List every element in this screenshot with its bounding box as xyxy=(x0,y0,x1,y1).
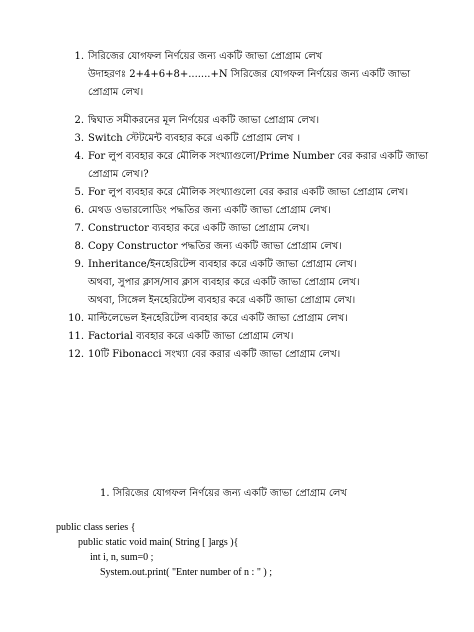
exercise-number: 5. xyxy=(74,187,84,198)
exercise-item-11 xyxy=(60,328,465,346)
exercise-text: For লুপ ব্যবহার করে মৌলিক সংখ্যাগুলো/Prime Number বের করার একটি জাভা xyxy=(88,151,429,162)
exercise-number: 9. xyxy=(74,259,84,270)
exercise-item-8 xyxy=(60,238,465,256)
exercise-text: Factorial ব্যবহার করে একটি জাভা প্রোগ্রাম লেখ। xyxy=(88,331,294,342)
exercise-text: সিরিজের যোগফল নির্ণয়ের জন্য একটি জাভা প্রোগ্রাম লেখ xyxy=(88,51,323,62)
code-block xyxy=(56,520,272,580)
exercise-item-7 xyxy=(60,220,465,238)
exercise-item-3 xyxy=(60,130,465,148)
exercise-text: মাল্টিলেভেল ইনহেরিটেন্স ব্যবহার করে একটি জাভা প্রোগ্রাম লেখ। xyxy=(88,313,348,324)
exercise-text: 10টি Fibonacci সংখ্যা বের করার একটি জাভা প্রোগ্রাম লেখ। xyxy=(88,349,341,360)
exercise-text: Copy Constructor পদ্ধতির জন্য একটি জাভা প্রোগ্রাম লেখ। xyxy=(88,241,342,252)
exercise-text: Switch স্টেটমেন্ট ব্যবহার করে একটি প্রোগ্রাম লেখ । xyxy=(88,133,301,144)
exercise-text: উদাহরণঃ 2+4+6+8+.......+N সিরিজের যোগফল নির্ণয়ের জন্য একটি জাভা xyxy=(88,69,411,80)
section-heading: 1. সিরিজের যোগফল নির্ণয়ের জন্য একটি জাভা প্রোগ্রাম লেখ xyxy=(100,488,347,499)
exercise-number: 1. xyxy=(74,51,84,62)
exercise-number: 11. xyxy=(68,331,84,342)
exercise-text: For লুপ ব্যবহার করে মৌলিক সংখ্যাগুলো বের করার একটি জাভা প্রোগ্রাম লেখ। xyxy=(88,187,409,198)
exercise-number: 2. xyxy=(74,115,84,126)
exercise-item-9 xyxy=(60,256,465,310)
exercise-list xyxy=(60,48,465,364)
exercise-item-2 xyxy=(60,112,465,130)
exercise-item-6 xyxy=(60,202,465,220)
exercise-text: মেথড ওভারলোডিং পদ্ধতির জন্য একটি জাভা প্রোগ্রাম লেখ। xyxy=(88,205,331,216)
exercise-item-5 xyxy=(60,184,465,202)
code-line: public static void main( String [ ]args ){ xyxy=(78,537,239,548)
exercise-number: 4. xyxy=(74,151,84,162)
exercise-item-12 xyxy=(60,346,465,364)
exercise-number: 6. xyxy=(74,205,84,216)
exercise-number: 8. xyxy=(74,241,84,252)
exercise-item-4 xyxy=(60,148,465,184)
exercise-text: Constructor ব্যবহার করে একটি জাভা প্রোগ্রাম লেখ। xyxy=(88,223,310,234)
exercise-number: 7. xyxy=(74,223,84,234)
exercise-text: প্রোগ্রাম লেখ।? xyxy=(88,169,149,180)
exercise-number: 3. xyxy=(74,133,84,144)
code-line: System.out.print( "Enter number of n : " ) ; xyxy=(100,567,273,578)
code-line: int i, n, sum=0 ; xyxy=(90,552,154,563)
exercise-number: 12. xyxy=(68,349,84,360)
exercise-number: 10. xyxy=(68,313,84,324)
exercise-text: দ্বিঘাত সমীকরনের মূল নির্ণয়ের একটি জাভা প্রোগ্রাম লেখ। xyxy=(88,115,320,126)
code-line: public class series { xyxy=(56,522,136,533)
exercise-text: অথবা, সিঙ্গেল ইনহেরিটেন্স ব্যবহার করে একটি জাভা প্রোগ্রাম লেখ। xyxy=(88,295,356,306)
exercise-text: Inheritance/ইনহেরিটেন্স ব্যবহার করে একটি জাভা প্রোগ্রাম লেখ। xyxy=(88,259,357,270)
exercise-item-10 xyxy=(60,310,465,328)
exercise-text: প্রোগ্রাম লেখ। xyxy=(88,87,144,98)
exercise-text: অথবা, সুপার ক্লাস/সাব ক্লাস ব্যবহার করে একটি জাভা প্রোগ্রাম লেখ। xyxy=(88,277,360,288)
exercise-item-1 xyxy=(60,48,465,102)
